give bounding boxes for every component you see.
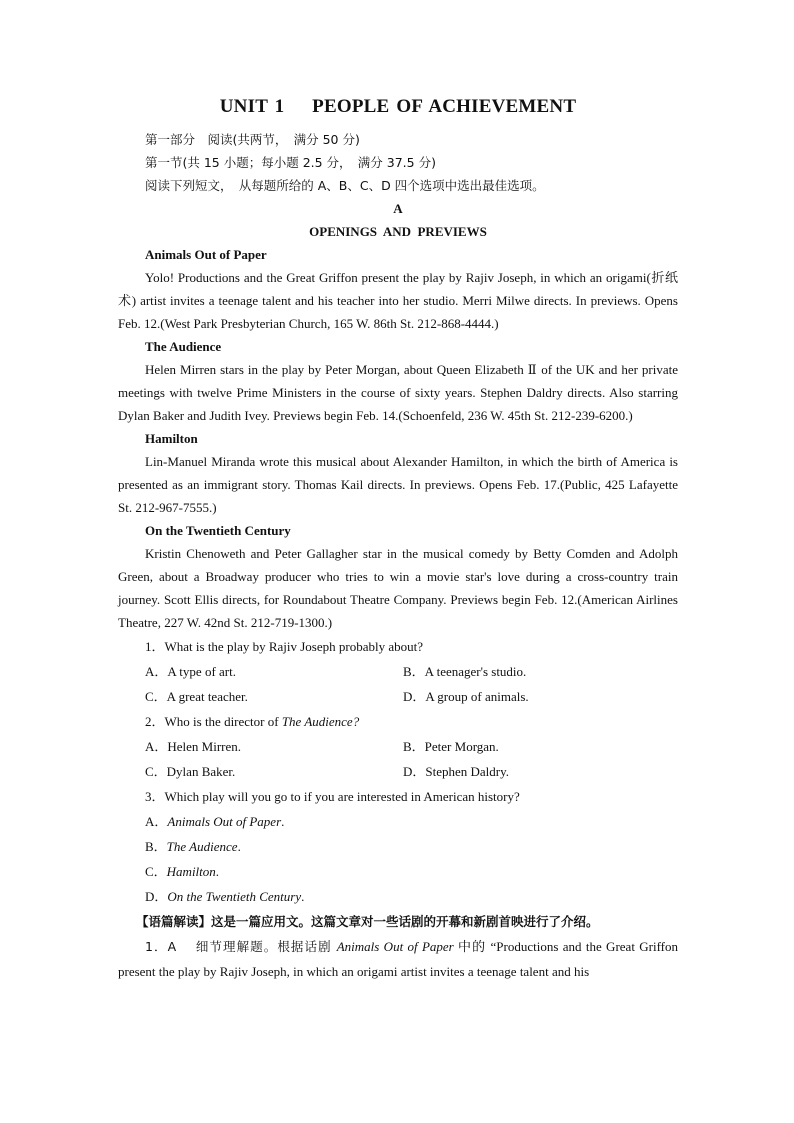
- question-stem: 3．Which play will you go to if you are interested in American history?: [145, 789, 520, 804]
- option-text: Hamilton: [166, 864, 216, 879]
- question-stem: [118, 709, 678, 734]
- analysis-intro: 【语篇解读】这是一篇应用文。这篇文章对一些话剧的开幕和新剧首映进行了介绍。: [136, 914, 599, 929]
- option-text: On the Twentieth Century: [167, 889, 302, 904]
- play-description: Lin-Manuel Miranda wrote this musical about Alexander Hamilton, in which the birth of America is presented as an immigrant story. Thomas Kail directs. In previews. Opens Feb. 17.(Public, 425 Lafayette St. 212-967-7555.): [118, 454, 678, 515]
- answer-lead: 1．A 细节理解题。根据话剧: [145, 939, 337, 954]
- option-a[interactable]: A．Helen Mirren.: [145, 739, 242, 754]
- option-d[interactable]: D．Stephen Daldry.: [403, 764, 510, 779]
- option-text: The Audience: [166, 839, 238, 854]
- exam-instruction: 阅读下列短文， 从每题所给的 A、B、C、D 四个选项中选出最佳选项。: [145, 178, 545, 193]
- passage-letter: A: [393, 201, 403, 216]
- play-title: Animals Out of Paper: [145, 247, 267, 262]
- option-row: [118, 759, 678, 784]
- exam-section-header: 第一节(共 15 小题；每小题 2.5 分， 满分 37.5 分): [145, 155, 436, 170]
- answer-quote: 中的 “Productions and the Great Griffon present the play by Rajiv Joseph, in which an origami artist invites a teenage talent and his: [118, 939, 679, 979]
- option-a[interactable]: A．A type of art.: [145, 664, 236, 679]
- question-stem-title: The Audience?: [281, 714, 360, 729]
- play-description: Yolo! Productions and the Great Griffon present the play by Rajiv Joseph, in which an origami(折纸术) artist invites a teenage talent and his teacher into her studio. Merri Milwe directs. In previews. Opens Feb. 12.(West Park Presbyterian Church, 165 W. 86th St. 212-868-4444.): [118, 270, 678, 331]
- option-suffix: .: [237, 839, 241, 854]
- option-prefix: A．: [145, 814, 168, 829]
- play-title: On the Twentieth Century: [145, 523, 291, 538]
- option-b[interactable]: B．Peter Morgan.: [403, 739, 499, 754]
- option-a[interactable]: [118, 809, 678, 834]
- passage-heading: OPENINGS AND PREVIEWS: [309, 224, 487, 239]
- answer-play-title: Animals Out of Paper: [336, 939, 454, 954]
- question-stem: 1．What is the play by Rajiv Joseph probably about?: [145, 639, 424, 654]
- exam-part-header: 第一部分 阅读(共两节， 满分 50 分): [145, 132, 360, 147]
- play-title: The Audience: [145, 339, 222, 354]
- play-description: Helen Mirren stars in the play by Peter Morgan, about Queen Elizabeth Ⅱ of the UK and her private meetings with twelve Prime Ministers in the course of sixty years. Stephen Daldry directs. Also starring Dylan Baker and Judith Ivey. Previews begin Feb. 14.(Schoenfeld, 236 W. 45th St. 212-239-6200.): [118, 362, 678, 423]
- option-d[interactable]: [118, 884, 678, 909]
- option-d[interactable]: D．A group of animals.: [403, 689, 529, 704]
- option-row: [118, 734, 678, 759]
- option-row: [118, 684, 678, 709]
- play-title: Hamilton: [145, 431, 198, 446]
- option-prefix: B．: [145, 839, 167, 854]
- page-content: [118, 96, 678, 984]
- option-suffix: .: [281, 814, 285, 829]
- option-row: [118, 659, 678, 684]
- option-suffix: .: [301, 889, 305, 904]
- option-b[interactable]: B．A teenager's studio.: [403, 664, 527, 679]
- option-c[interactable]: [118, 859, 678, 884]
- option-suffix: .: [215, 864, 220, 879]
- analysis-answer: [118, 934, 678, 984]
- option-prefix: D．: [145, 889, 168, 904]
- page-title: UNIT 1 PEOPLE OF ACHIEVEMENT: [219, 96, 577, 117]
- option-c[interactable]: C．Dylan Baker.: [145, 764, 236, 779]
- play-description: Kristin Chenoweth and Peter Gallagher star in the musical comedy by Betty Comden and Adolph Green, about a Broadway producer who tries to win a movie star's love during a cross-country train journey. Scott Ellis directs, for Roundabout Theatre Company. Previews begin Feb. 12.(American Airlines Theatre, 227 W. 42nd St. 212-719-1300.): [118, 546, 678, 630]
- option-prefix: C．: [145, 864, 167, 879]
- option-text: Animals Out of Paper: [167, 814, 282, 829]
- question-stem-text: 2．Who is the director of: [145, 714, 282, 729]
- option-b[interactable]: [118, 834, 678, 859]
- option-c[interactable]: C．A great teacher.: [145, 689, 248, 704]
